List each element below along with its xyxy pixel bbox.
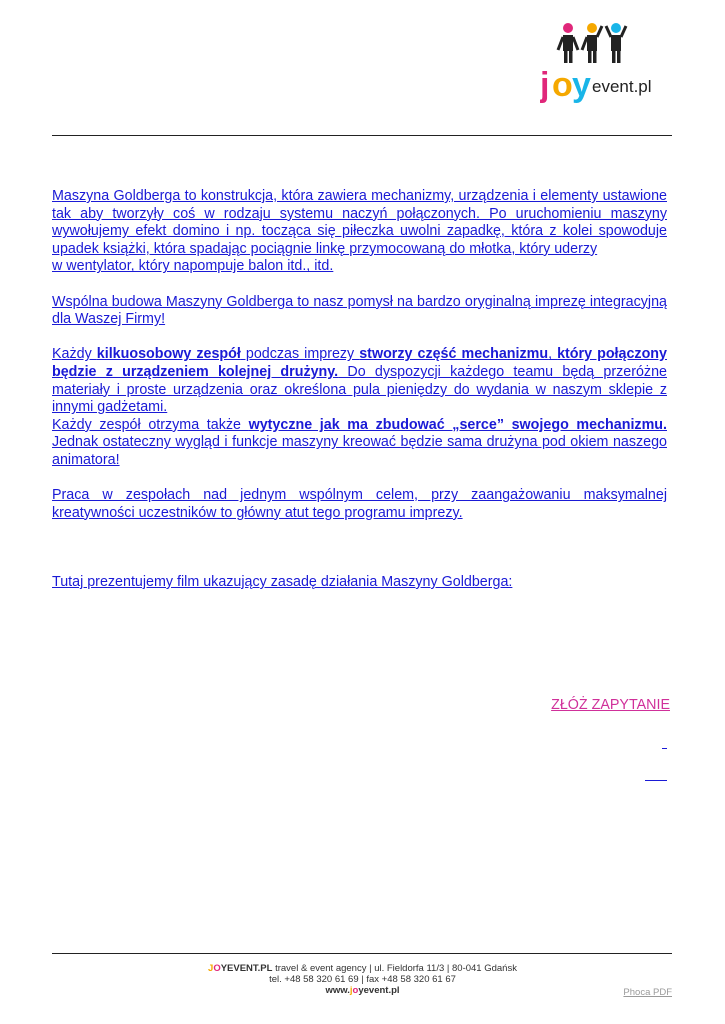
footer-brand-rest: YEVENT.PL [220,963,273,974]
teams-text-a[interactable]: Każdy [52,346,97,363]
footer-divider [52,953,672,954]
paragraph-teams[interactable] [52,346,667,416]
paragraph-intro-text[interactable]: Maszyna Goldberga to konstrukcja, która zawiera mechanizmy, urządzenia i elementy ustawione tak aby tworzyły coś w rodzaju systemu naczyń połączonych. Po uruchomieniu maszyny wywołujemy efekt domino i np. tocząca się piłeczka uwolni zapadkę, która z kolei spowoduje upadek książki, która spadając pociągnie linkę przymocowaną do młotka, który uderzy [52,188,667,257]
footer-brand-o: O [213,963,221,974]
guidelines-text-c[interactable]: Jednak ostateczny wygląd i funkcje maszyny kreować będzie sama drużyna pod okiem naszego animatora! [52,434,667,468]
teams-text-b[interactable]: kilkuosobowy zespół [96,346,241,363]
paragraph-teamwork[interactable] [52,487,667,522]
paragraph-intro-tail[interactable]: w wentylator, który napompuje balon itd., itd. [52,258,334,275]
joyevent-logo[interactable] [540,18,660,110]
paragraph-guidelines[interactable] [52,417,667,470]
empty-link-1[interactable] [662,748,667,749]
empty-link-2[interactable] [645,780,667,781]
logo-o: o [552,66,573,104]
footer-line-address [0,963,725,974]
guidelines-text-b[interactable]: wytyczne jak ma zbudować „serce” swojego mechanizmu. [248,416,667,433]
footer [0,963,725,996]
teams-text-c[interactable]: podczas imprezy [240,346,360,363]
paragraph-intro[interactable] [52,188,667,276]
teams-text-d[interactable]: stworzy część mechanizmu [359,346,549,363]
paragraph-teamwork-text[interactable]: Praca w zespołach nad jednym wspólnym celem, przy zaangażowaniu maksymalnej kreatywności uczestników to główny atut tego programu imprezy. [52,487,667,521]
phoca-pdf-link[interactable]: Phoca PDF [623,987,672,998]
teams-text-e[interactable]: , [548,346,558,363]
article-body [52,188,667,540]
footer-www-rest[interactable]: yevent.pl [358,985,400,996]
footer-brand-j: J [208,963,214,974]
teams-text-g[interactable]: Do dyspozycji każdego teamu będą przeróżne materiały i proste urządzenia oraz określona pula pieniędzy do wydania w naszym sklepie z innymi gadżetami. [52,363,667,416]
logo-j: j [540,66,550,104]
header-divider [52,135,672,136]
footer-www[interactable]: www. [325,985,350,996]
people-icon [558,23,626,63]
teams-text-f[interactable]: który połączony będzie z urządzeniem kolejnej drużyny. [52,346,667,380]
footer-line-www[interactable] [0,985,725,996]
paragraph-offer[interactable] [52,294,667,329]
logo-y: y [572,66,591,104]
submit-inquiry-link[interactable]: ZŁÓŻ ZAPYTANIE [551,697,670,713]
footer-www-j[interactable]: j [349,985,353,996]
footer-address: travel & event agency | ul. Fieldorfa 11/3 | 80-041 Gdańsk [272,963,517,974]
footer-www-o[interactable]: o [352,985,359,996]
footer-line-phone: tel. +48 58 320 61 69 | fax +48 58 320 61 67 [269,974,456,985]
logo-event-pl: event.pl [592,77,652,96]
film-link[interactable]: Tutaj prezentujemy film ukazujący zasadę działania Maszyny Goldberga: [52,574,513,590]
guidelines-text-a[interactable]: Każdy zespół otrzyma także [52,416,249,433]
paragraph-offer-text[interactable]: Wspólna budowa Maszyny Goldberga to nasz pomysł na bardzo oryginalną imprezę integracyjną dla Waszej Firmy! [52,293,667,328]
